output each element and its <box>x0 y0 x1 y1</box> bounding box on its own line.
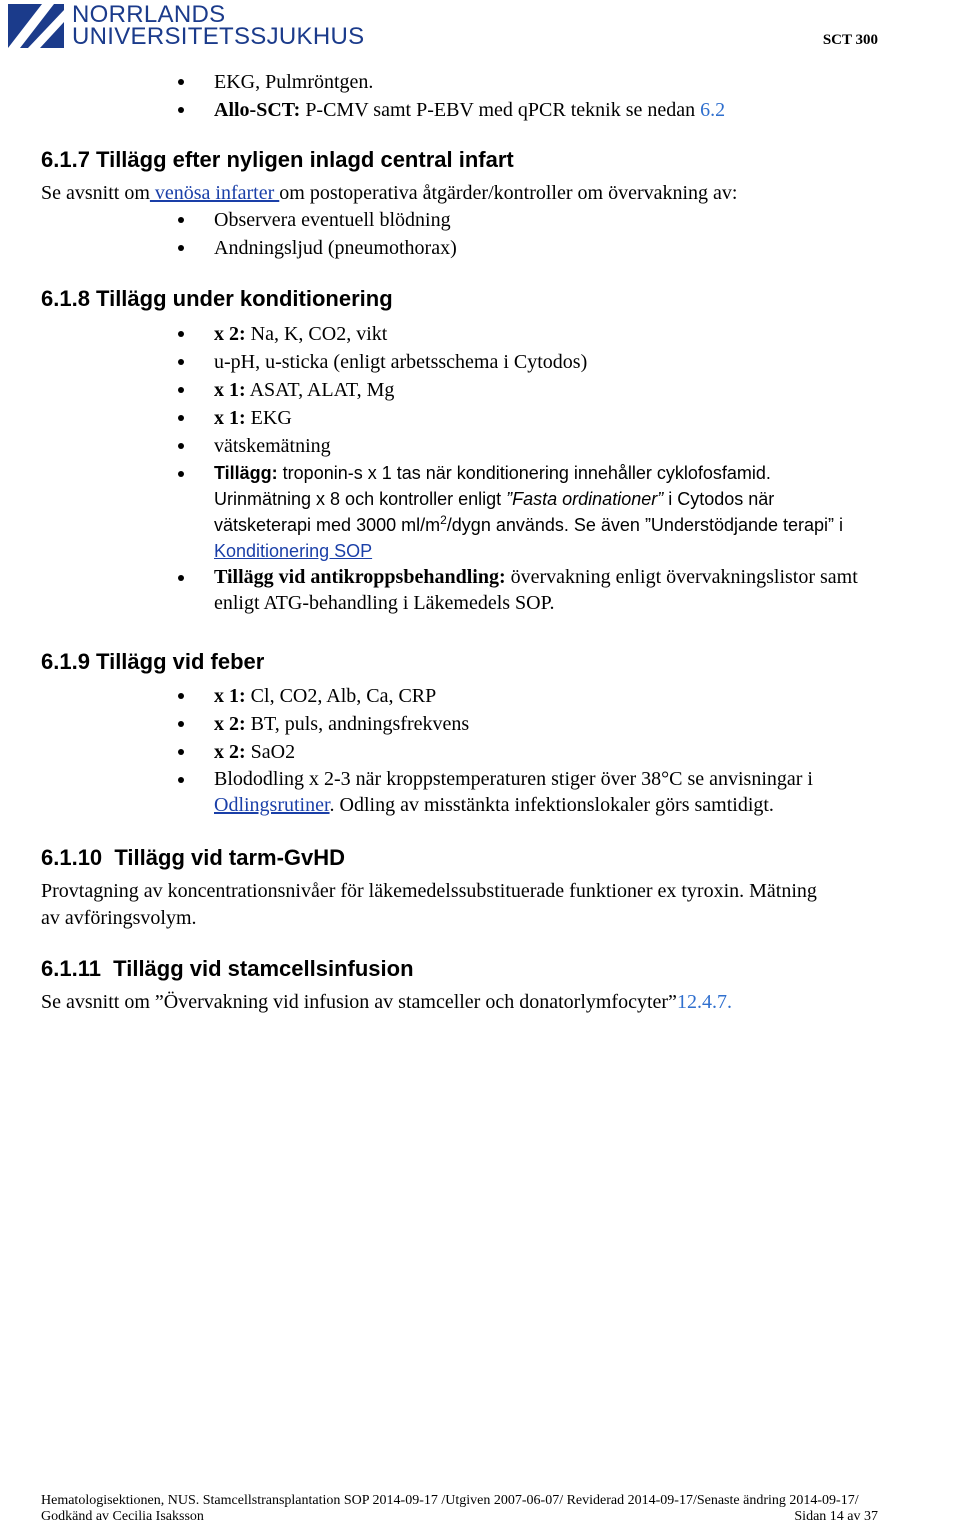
logo-wordmark: NORRLANDS UNIVERSITETSSJUKHUS <box>72 1 365 50</box>
footer-approved-by: Godkänd av Cecilia Isaksson <box>41 1509 204 1524</box>
bullet-icon <box>178 415 184 421</box>
s619-list <box>214 682 813 818</box>
s617-list <box>214 206 457 262</box>
konditionering-sop-link[interactable]: Konditionering SOP <box>214 541 373 561</box>
list-item: x 2: Na, K, CO2, vikt <box>214 320 858 348</box>
list-item: x 1: ASAT, ALAT, Mg <box>214 376 858 404</box>
section-reference-link[interactable]: 6.2 <box>700 99 726 121</box>
list-item: x 1: Cl, CO2, Alb, Ca, CRP <box>214 682 813 710</box>
footer-line1: Hematologisektionen, NUS. Stamcellstransplantation SOP 2014-09-17 /Utgiven 2007-06-07/ Reviderad 2014-09-17/Senaste ändring 2014-09-17/ <box>41 1493 859 1508</box>
list-item: Tillägg vid antikroppsbehandling: övervakning enligt övervakningslistor samt enligt ATG-behandling i Läkemedels SOP. <box>214 564 858 616</box>
bullet-icon <box>178 443 184 449</box>
hospital-logo <box>8 1 365 50</box>
s6110-text-line2: av avföringsvolym. <box>41 907 197 929</box>
list-item: x 1: EKG <box>214 404 858 432</box>
list-item: Allo-SCT: P-CMV samt P-EBV med qPCR teknik se nedan 6.2 <box>214 96 725 124</box>
odlingsrutiner-link[interactable]: Odlingsrutiner <box>214 794 330 816</box>
bullet-icon <box>178 693 184 699</box>
section-heading-6-1-11: 6.1.11 Tillägg vid stamcellsinfusion <box>41 956 414 981</box>
list-item: Blododling x 2-3 när kroppstemperaturen stiger över 38°C se anvisningar i Odlingsrutiner. Odling av misstänkta infektionslokaler görs samtidigt. <box>214 766 813 818</box>
document-code: SCT 300 <box>822 32 878 48</box>
bullet-icon <box>178 471 184 477</box>
bullet-icon <box>178 575 184 581</box>
list-item: x 2: SaO2 <box>214 738 813 766</box>
footer-page-number: Sidan 14 av 37 <box>794 1509 878 1524</box>
s618-list <box>214 320 858 616</box>
bullet-icon <box>178 359 184 365</box>
s6111-text: Se avsnitt om ”Övervakning vid infusion av stamceller och donatorlymfocyter”12.4.7. <box>41 991 732 1013</box>
section-intro: Se avsnitt om venösa infarter om postoperativa åtgärder/kontroller om övervakning av: <box>41 182 738 204</box>
section-reference-link[interactable]: 12.4.7. <box>676 991 732 1013</box>
bullet-icon <box>178 749 184 755</box>
list-item: Andningsljud (pneumothorax) <box>214 234 457 262</box>
section-heading-6-1-7: 6.1.7 Tillägg efter nyligen inlagd central infart <box>41 147 514 172</box>
bullet-icon <box>178 245 184 251</box>
list-item: Observera eventuell blödning <box>214 206 457 234</box>
section-heading-6-1-8: 6.1.8 Tillägg under konditionering <box>41 286 393 311</box>
list-item: x 2: BT, puls, andningsfrekvens <box>214 710 813 738</box>
list-item: EKG, Pulmröntgen. <box>214 68 725 96</box>
logo-mark-icon <box>8 4 64 48</box>
bullet-icon <box>178 217 184 223</box>
list-item: u-pH, u-sticka (enligt arbetsschema i Cytodos) <box>214 348 858 376</box>
bullet-icon <box>178 79 184 85</box>
list-item: Tillägg: troponin-s x 1 tas när konditionering innehåller cyklofosfamid. Urinmätning x 8 och kontroller enligt ”Fasta ordinationer” i Cytodos när vätsketerapi med 3000 $ml/m^2$/dygn används. Se även ”Understödjande terapi” i Konditionering SOP <box>214 460 858 564</box>
s6110-text-line1: Provtagning av koncentrationsnivåer för läkemedelssubstituerade funktioner ex tyroxin. Mätning <box>41 880 817 902</box>
section-heading-6-1-10: 6.1.10 Tillägg vid tarm-GvHD <box>41 845 346 870</box>
venosa-infarter-link[interactable]: venösa infarter <box>149 182 280 204</box>
bullet-icon <box>178 331 184 337</box>
bullet-icon <box>178 107 184 113</box>
bullet-icon <box>178 721 184 727</box>
list-item: vätskemätning <box>214 432 858 460</box>
bullet-icon <box>178 777 184 783</box>
top-bullet-list <box>214 68 725 124</box>
section-heading-6-1-9: 6.1.9 Tillägg vid feber <box>41 649 265 674</box>
bullet-icon <box>178 387 184 393</box>
